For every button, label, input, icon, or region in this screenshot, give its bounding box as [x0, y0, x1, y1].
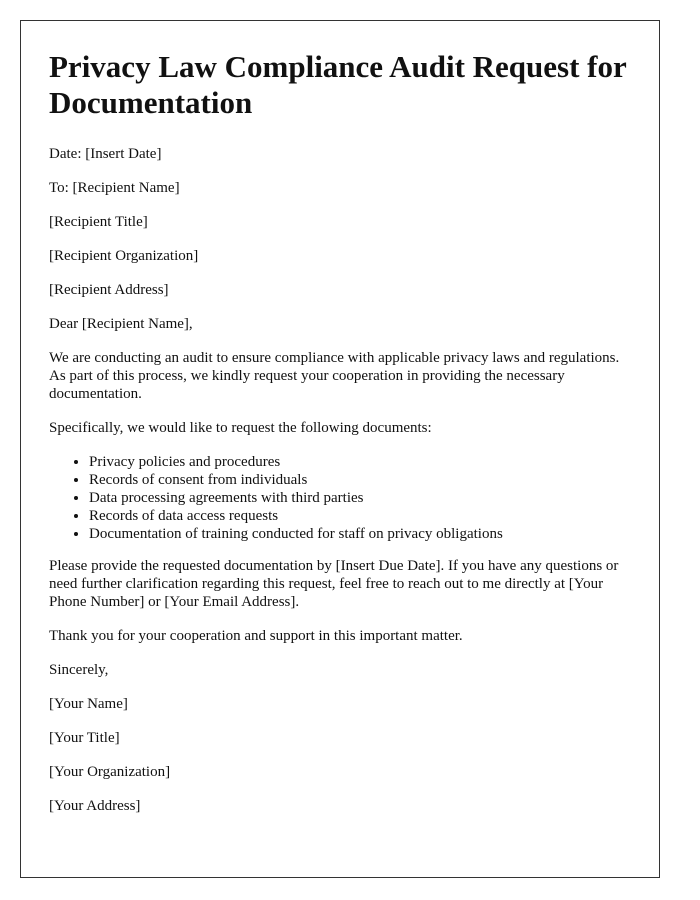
- intro-paragraph: We are conducting an audit to ensure compliance with applicable privacy laws and regulations. As part of this process, we kindly request your cooperation in providing the necessary documentation.: [49, 350, 620, 402]
- letter-title: Privacy Law Compliance Audit Request for Documentation: [49, 49, 627, 120]
- salutation: Dear [Recipient Name],: [49, 316, 193, 332]
- recipient-title-line: [Recipient Title]: [49, 214, 148, 230]
- sender-name-line: [Your Name]: [49, 696, 128, 712]
- list-item: • Data processing agreements with third parties: [89, 489, 631, 507]
- date-line: Date: [Insert Date]: [49, 146, 162, 162]
- recipient-organization-line: [Recipient Organization]: [49, 248, 199, 264]
- list-item: • Records of data access requests: [89, 507, 631, 525]
- sender-address-line: [Your Address]: [49, 798, 141, 814]
- list-item: • Privacy policies and procedures: [89, 453, 631, 471]
- sender-title-line: [Your Title]: [49, 730, 120, 746]
- sender-organization-line: [Your Organization]: [49, 764, 171, 780]
- letter-page: [20, 20, 660, 878]
- requested-documents-list: [49, 453, 631, 543]
- list-item: • Documentation of training conducted for staff on privacy obligations: [89, 525, 631, 543]
- list-item: • Records of consent from individuals: [89, 471, 631, 489]
- request-lead: Specifically, we would like to request the following documents:: [49, 420, 432, 436]
- thanks-paragraph: Thank you for your cooperation and support in this important matter.: [49, 628, 463, 644]
- recipient-name-line: To: [Recipient Name]: [49, 180, 180, 196]
- deadline-paragraph: Please provide the requested documentation by [Insert Due Date]. If you have any questions or need further clarification regarding this request, feel free to reach out to me directly at [Your Phone Number] or [Your Email Address].: [49, 558, 619, 610]
- recipient-address-line: [Recipient Address]: [49, 282, 169, 298]
- closing: Sincerely,: [49, 662, 109, 678]
